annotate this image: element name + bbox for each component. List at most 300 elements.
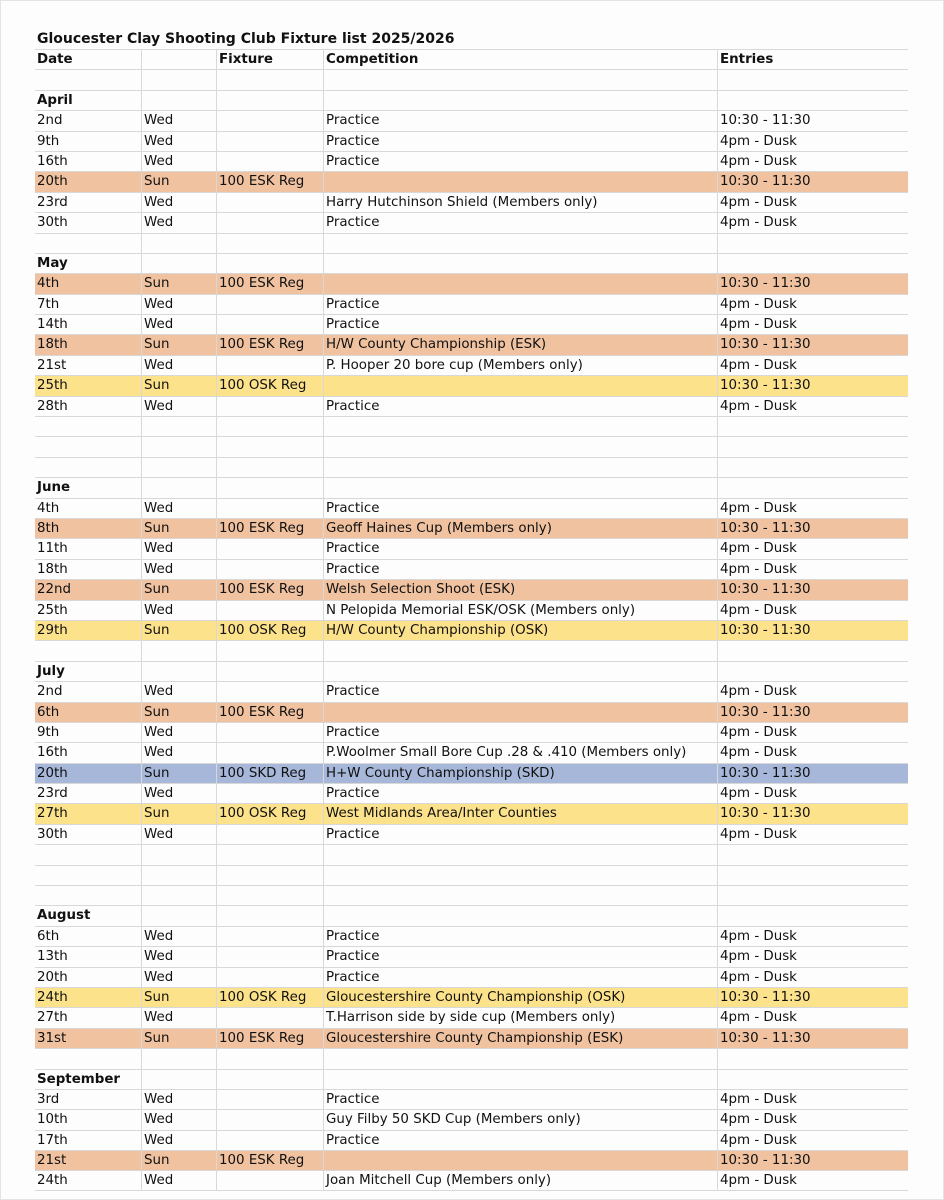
fixture-cell: 100 ESK Reg [216,580,304,599]
empty-cell [141,234,144,253]
header-date: Date [37,52,73,67]
day-cell: Sun [141,804,169,823]
table-row [35,1089,908,1109]
table-row [35,783,908,803]
table-row [35,987,908,1007]
date-cell: 7th [37,296,60,312]
competition-cell: Practice [323,111,379,130]
entries-cell: 10:30 - 11:30 [717,111,811,130]
table-row [35,314,908,334]
empty-cell [323,478,326,497]
entries-cell: 10:30 - 11:30 [717,172,811,191]
date-cell: 24th [37,989,68,1005]
day-cell: Wed [141,601,173,620]
table-row [35,151,908,171]
fixture-cell: 100 OSK Reg [216,804,306,823]
date-cell: 27th [37,1010,68,1026]
empty-cell [717,866,720,885]
competition-cell: Practice [323,784,379,803]
entries-cell: 4pm - Dusk [717,132,797,151]
competition-cell: Harry Hutchinson Shield (Members only) [323,193,598,212]
day-cell: Wed [141,968,173,987]
competition-cell: Practice [323,152,379,171]
table-row [35,171,908,191]
day-cell: Sun [141,764,169,783]
blank-row [35,640,908,660]
empty-cell [717,886,720,905]
competition-cell: N Pelopida Memorial ESK/OSK (Members only) [323,601,635,620]
month-heading-row [35,477,908,497]
date-cell: 30th [37,215,68,231]
empty-cell [35,845,37,864]
empty-cell [35,417,37,436]
fixture-cell [216,193,219,212]
day-cell: Wed [141,784,173,803]
date-cell: 18th [37,561,68,577]
date-cell: 23rd [37,194,68,210]
entries-cell: 4pm - Dusk [717,784,797,803]
table-row [35,518,908,538]
empty-cell [323,437,326,456]
entries-cell: 4pm - Dusk [717,499,797,518]
table-row [35,355,908,375]
day-cell: Sun [141,519,169,538]
empty-cell [141,1049,144,1068]
empty-cell [216,886,219,905]
blank-row [35,416,908,436]
table-row [35,131,908,151]
day-cell: Sun [141,988,169,1007]
competition-cell: Practice [323,968,379,987]
empty-cell [323,234,326,253]
empty-cell [141,437,144,456]
fixture-cell [216,947,219,966]
empty-cell [717,1049,720,1068]
competition-cell: Practice [323,560,379,579]
competition-cell: Geoff Haines Cup (Members only) [323,519,552,538]
fixture-cell [216,397,219,416]
competition-cell [323,172,326,191]
date-cell: 2nd [37,113,63,129]
date-cell: 3rd [37,1091,60,1107]
date-cell: 2nd [37,684,63,700]
blank-row [35,436,908,456]
entries-cell: 10:30 - 11:30 [717,335,811,354]
empty-cell [141,458,144,477]
blank-row [35,865,908,885]
competition-cell: Practice [323,295,379,314]
entries-cell: 4pm - Dusk [717,968,797,987]
entries-cell: 4pm - Dusk [717,743,797,762]
competition-cell: H+W County Championship (SKD) [323,764,555,783]
entries-cell: 4pm - Dusk [717,601,797,620]
entries-cell: 10:30 - 11:30 [717,274,811,293]
entries-cell: 4pm - Dusk [717,927,797,946]
month-label: August [37,908,91,924]
fixture-cell [216,132,219,151]
entries-cell: 4pm - Dusk [717,1131,797,1150]
empty-cell [216,70,219,89]
table-row [35,1170,908,1190]
table-row [35,498,908,518]
table-row [35,946,908,966]
date-cell: 9th [37,724,60,740]
competition-cell: P. Hooper 20 bore cup (Members only) [323,356,583,375]
empty-cell [323,254,326,273]
date-cell: 9th [37,133,60,149]
empty-cell [717,662,720,681]
fixture-cell [216,1090,219,1109]
table-row [35,396,908,416]
empty-cell [323,70,326,89]
empty-cell [717,845,720,864]
day-cell: Wed [141,927,173,946]
day-cell: Wed [141,743,173,762]
empty-cell [141,906,144,925]
empty-cell [323,886,326,905]
competition-cell: Practice [323,132,379,151]
date-cell: 13th [37,949,68,965]
competition-cell: Practice [323,213,379,232]
table-header-row [35,49,908,69]
day-cell: Wed [141,539,173,558]
empty-cell [141,417,144,436]
fixture-cell [216,1008,219,1027]
competition-cell: Joan Mitchell Cup (Members only) [323,1171,551,1189]
entries-cell: 10:30 - 11:30 [717,764,811,783]
empty-cell [323,1049,326,1068]
entries-cell: 10:30 - 11:30 [717,988,811,1007]
day-cell: Sun [141,335,169,354]
date-cell: 8th [37,520,60,536]
empty-cell [216,234,219,253]
table-row [35,212,908,232]
empty-cell [35,641,37,660]
table-row [35,742,908,762]
competition-cell: Practice [323,1090,379,1109]
competition-cell [323,274,326,293]
date-cell: 25th [37,602,68,618]
empty-cell [717,70,720,89]
entries-cell: 4pm - Dusk [717,397,797,416]
empty-cell [141,70,144,89]
entries-cell: 4pm - Dusk [717,152,797,171]
empty-cell [717,234,720,253]
competition-cell: Practice [323,539,379,558]
competition-cell [323,703,326,722]
fixture-cell [216,295,219,314]
empty-cell [216,845,219,864]
fixture-cell [216,213,219,232]
fixture-cell [216,682,219,701]
day-cell: Wed [141,1171,173,1189]
header-competition: Competition [323,50,418,69]
empty-cell [323,1070,326,1089]
table-row [35,722,908,742]
empty-cell [35,886,37,905]
fixture-cell: 100 OSK Reg [216,621,306,640]
table-row [35,375,908,395]
day-cell: Wed [141,499,173,518]
fixture-cell: 100 ESK Reg [216,1029,304,1048]
month-label: April [37,92,73,108]
entries-cell: 10:30 - 11:30 [717,580,811,599]
empty-cell [323,417,326,436]
fixture-cell [216,968,219,987]
blank-row [35,1048,908,1068]
day-cell: Wed [141,682,173,701]
empty-cell [141,91,144,110]
entries-cell: 10:30 - 11:30 [717,1151,811,1170]
date-cell: 23rd [37,786,68,802]
competition-cell: Practice [323,947,379,966]
empty-cell [141,866,144,885]
date-cell: 11th [37,541,68,557]
fixture-cell [216,1171,219,1189]
fixture-cell [216,560,219,579]
empty-cell [216,906,219,925]
header-entries: Entries [717,50,773,69]
fixture-cell [216,825,219,844]
day-cell: Wed [141,152,173,171]
table-row [35,763,908,783]
fixture-cell [216,315,219,334]
table-row [35,824,908,844]
date-cell: 6th [37,928,60,944]
fixture-cell [216,539,219,558]
date-cell: 24th [37,1173,68,1189]
entries-cell: 4pm - Dusk [717,682,797,701]
day-cell: Wed [141,825,173,844]
day-cell: Sun [141,1151,169,1170]
fixture-cell [216,152,219,171]
table-row [35,681,908,701]
date-cell: 29th [37,622,68,638]
fixture-cell [216,723,219,742]
header-empty [141,50,144,69]
entries-cell: 4pm - Dusk [717,825,797,844]
blank-row [35,844,908,864]
day-cell: Wed [141,111,173,130]
day-cell: Sun [141,274,169,293]
table-row [35,1130,908,1150]
fixture-cell: 100 SKD Reg [216,764,306,783]
empty-cell [717,417,720,436]
fixture-cell [216,111,219,130]
day-cell: Wed [141,1090,173,1109]
date-cell: 20th [37,765,68,781]
date-cell: 4th [37,276,60,292]
fixture-cell [216,1131,219,1150]
date-cell: 27th [37,806,68,822]
empty-cell [141,662,144,681]
empty-cell [141,845,144,864]
table-row [35,702,908,722]
entries-cell: 10:30 - 11:30 [717,1029,811,1048]
entries-cell: 4pm - Dusk [717,1008,797,1027]
empty-cell [141,478,144,497]
date-cell: 21st [37,1153,67,1169]
empty-cell [717,906,720,925]
sheet-title: Gloucester Clay Shooting Club Fixture list 2025/2026 [37,31,455,47]
entries-cell: 4pm - Dusk [717,356,797,375]
empty-cell [216,254,219,273]
entries-cell: 4pm - Dusk [717,295,797,314]
competition-cell: H/W County Championship (OSK) [323,621,548,640]
empty-cell [323,866,326,885]
empty-cell [216,458,219,477]
table-row [35,967,908,987]
empty-cell [216,866,219,885]
entries-cell: 10:30 - 11:30 [717,804,811,823]
date-cell: 6th [37,704,60,720]
blank-row [35,69,908,89]
fixture-cell: 100 OSK Reg [216,988,306,1007]
table-row [35,559,908,579]
empty-cell [141,886,144,905]
fixture-table [35,49,908,1191]
table-row [35,1007,908,1027]
empty-cell [35,866,37,885]
day-cell: Wed [141,132,173,151]
empty-cell [323,906,326,925]
competition-cell: West Midlands Area/Inter Counties [323,804,557,823]
competition-cell: Practice [323,723,379,742]
entries-cell: 4pm - Dusk [717,947,797,966]
date-cell: 4th [37,500,60,516]
entries-cell: 4pm - Dusk [717,539,797,558]
month-heading-row [35,253,908,273]
header-fixture: Fixture [216,50,273,69]
empty-cell [323,91,326,110]
empty-cell [717,458,720,477]
month-heading-row [35,90,908,110]
competition-cell: Guy Filby 50 SKD Cup (Members only) [323,1110,581,1129]
table-row [35,538,908,558]
table-row [35,110,908,130]
date-cell: 21st [37,357,67,373]
day-cell: Sun [141,703,169,722]
empty-cell [717,91,720,110]
competition-cell: Gloucestershire County Championship (ESK) [323,1029,623,1048]
date-cell: 30th [37,826,68,842]
date-cell: 16th [37,153,68,169]
empty-cell [323,458,326,477]
competition-cell: Practice [323,315,379,334]
empty-cell [35,437,37,456]
entries-cell: 4pm - Dusk [717,723,797,742]
empty-cell [216,91,219,110]
fixture-cell: 100 ESK Reg [216,519,304,538]
table-row [35,926,908,946]
day-cell: Wed [141,1008,173,1027]
entries-cell: 10:30 - 11:30 [717,703,811,722]
day-cell: Sun [141,376,169,395]
day-cell: Wed [141,315,173,334]
date-cell: 25th [37,378,68,394]
entries-cell: 4pm - Dusk [717,1110,797,1129]
empty-cell [141,1070,144,1089]
entries-cell: 4pm - Dusk [717,1171,797,1189]
table-row [35,192,908,212]
date-cell: 17th [37,1132,68,1148]
competition-cell [323,376,326,395]
day-cell: Wed [141,560,173,579]
date-cell: 18th [37,337,68,353]
day-cell: Sun [141,172,169,191]
date-cell: 31st [37,1030,67,1046]
fixture-cell [216,1110,219,1129]
empty-cell [35,70,37,89]
empty-cell [35,234,37,253]
day-cell: Wed [141,947,173,966]
empty-cell [216,437,219,456]
month-label: July [37,663,65,679]
entries-cell: 10:30 - 11:30 [717,621,811,640]
table-row [35,334,908,354]
empty-cell [717,641,720,660]
day-cell: Wed [141,193,173,212]
date-cell: 22nd [37,582,72,598]
date-cell: 14th [37,317,68,333]
fixture-cell [216,356,219,375]
empty-cell [35,1049,37,1068]
empty-cell [35,458,37,477]
competition-cell: T.Harrison side by side cup (Members only) [323,1008,615,1027]
competition-cell: Practice [323,397,379,416]
table-row [35,1109,908,1129]
fixture-cell: 100 ESK Reg [216,1151,304,1170]
day-cell: Sun [141,1029,169,1048]
month-label: June [37,480,71,496]
competition-cell: Practice [323,927,379,946]
date-cell: 28th [37,398,68,414]
table-row [35,620,908,640]
fixture-cell: 100 ESK Reg [216,274,304,293]
empty-cell [216,1049,219,1068]
empty-cell [216,478,219,497]
entries-cell: 4pm - Dusk [717,213,797,232]
date-cell: 10th [37,1112,68,1128]
entries-cell: 4pm - Dusk [717,560,797,579]
empty-cell [323,662,326,681]
empty-cell [717,1070,720,1089]
fixture-cell: 100 ESK Reg [216,703,304,722]
fixture-cell [216,499,219,518]
empty-cell [717,478,720,497]
competition-cell [323,1151,326,1170]
day-cell: Wed [141,723,173,742]
empty-cell [216,641,219,660]
table-row [35,1150,908,1170]
fixture-cell [216,927,219,946]
blank-row [35,233,908,253]
table-row [35,803,908,823]
empty-cell [717,254,720,273]
month-label: September [37,1071,121,1087]
table-row [35,294,908,314]
table-row [35,579,908,599]
empty-cell [141,641,144,660]
fixture-cell [216,601,219,620]
fixture-cell [216,743,219,762]
empty-cell [216,417,219,436]
competition-cell: Practice [323,825,379,844]
entries-cell: 10:30 - 11:30 [717,376,811,395]
month-heading-row [35,905,908,925]
empty-cell [323,845,326,864]
competition-cell: Practice [323,1131,379,1150]
